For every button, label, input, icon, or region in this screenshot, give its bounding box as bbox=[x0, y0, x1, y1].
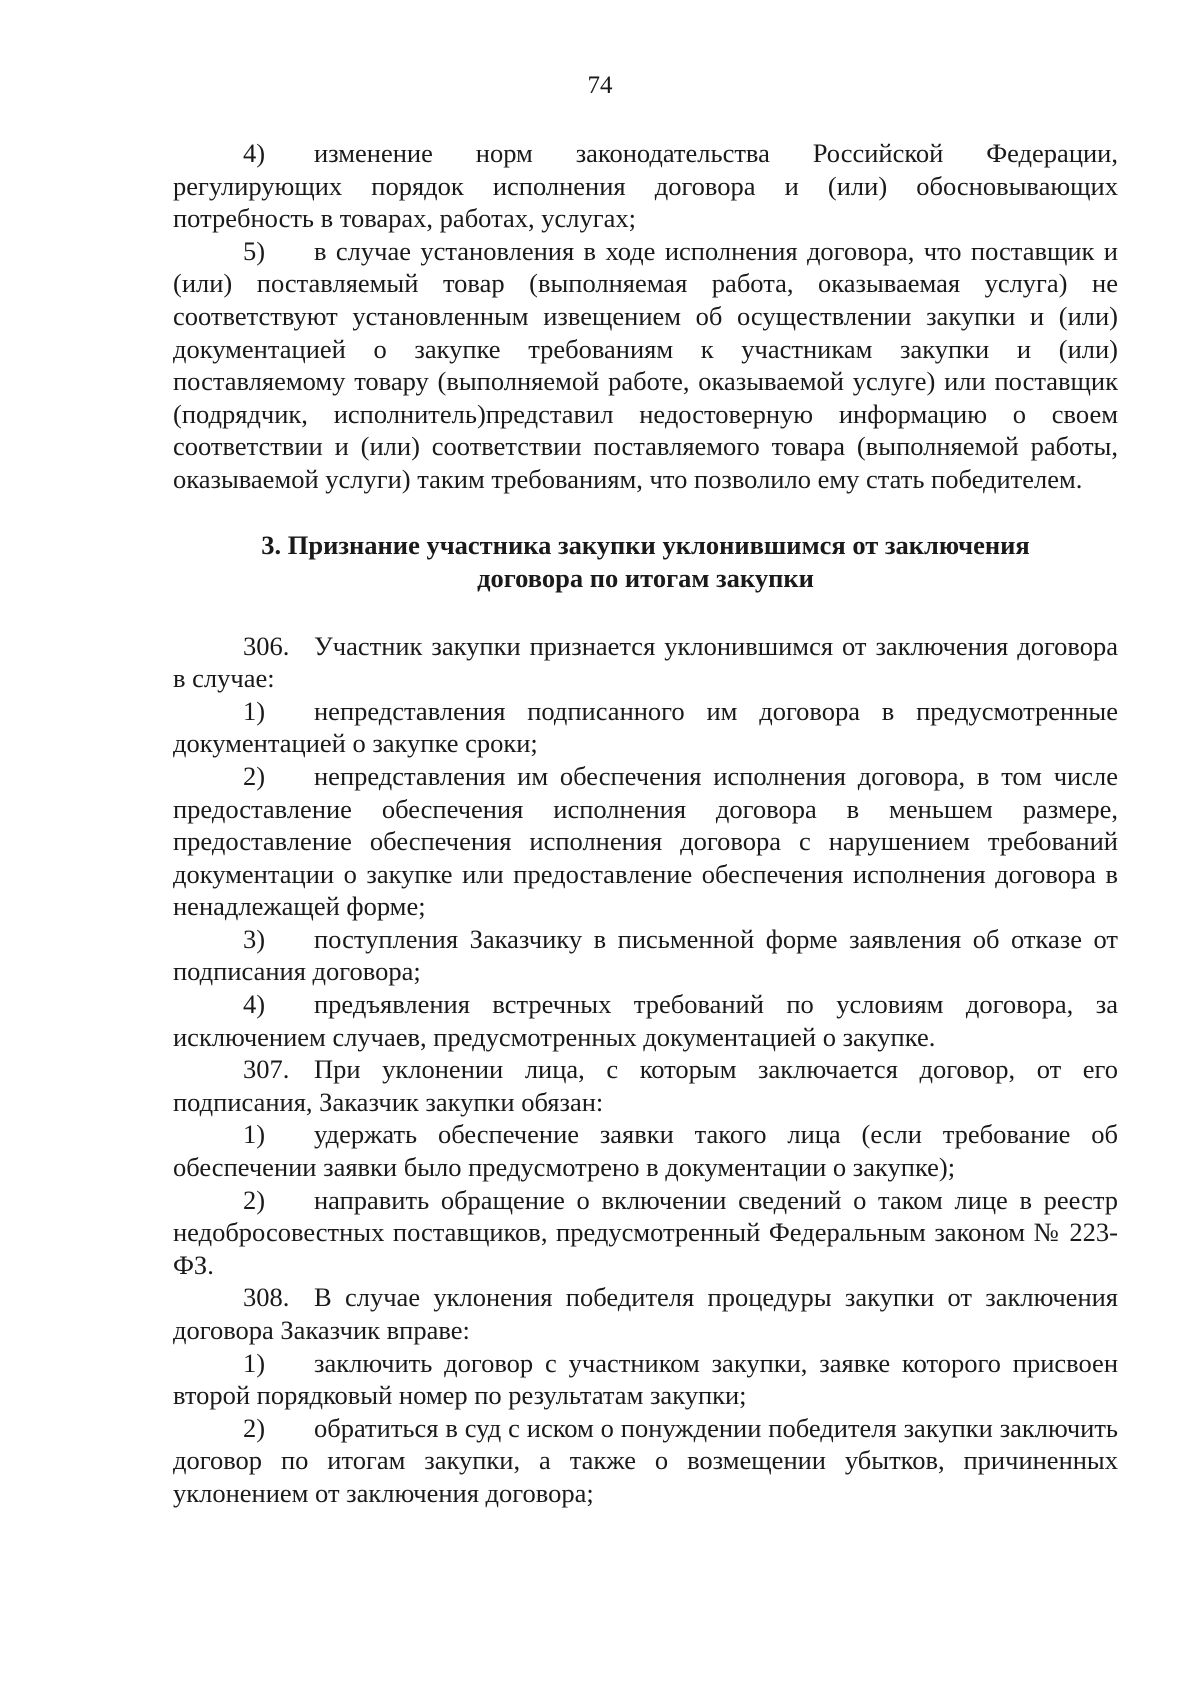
item-text: предъявления встречных требований по условиям договора, за исключением случаев, предусмотренных документацией о закупке. bbox=[173, 989, 1118, 1052]
item-text: изменение норм законодательства Российской Федерации, регулирующих порядок исполнения договора и (или) обосновывающих потребность в товарах, работах, услугах; bbox=[173, 138, 1118, 234]
item-text: заключить договор с участником закупки, заявке которого присвоен второй порядковый номер по результатам закупки; bbox=[173, 1347, 1118, 1411]
list-item bbox=[173, 1118, 1118, 1183]
clause-number: 307. bbox=[243, 1054, 290, 1085]
item-text: непредставления им обеспечения исполнения договора, в том числе предоставление обеспечения исполнения договора в меньшем размере, предоставление обеспечения исполнения договора с нарушением требований документации о закупке или предоставление обеспечения исполнения договора в ненадлежащей форме; bbox=[173, 760, 1118, 922]
item-text: направить обращение о включении сведений о таком лице в реестр недобросовестных поставщиков, предусмотренный Федеральным законом № 223-ФЗ. bbox=[173, 1184, 1118, 1280]
item-text: непредставления подписанного им договора в предусмотренные документацией о закупке сроки; bbox=[173, 695, 1118, 759]
page-number: 74 bbox=[587, 72, 613, 99]
item-number: 4) bbox=[243, 138, 266, 168]
item-number: 1) bbox=[243, 1347, 266, 1378]
clause-307 bbox=[173, 1053, 1118, 1118]
list-item bbox=[173, 1347, 1118, 1412]
item-number: 2) bbox=[243, 1184, 266, 1215]
item-number: 1) bbox=[243, 1119, 266, 1150]
list-item bbox=[173, 988, 1118, 1053]
list-item bbox=[173, 923, 1118, 988]
item-number: 3) bbox=[243, 923, 266, 954]
clause-text: В случае уклонения победителя процедуры закупки от заключения договора Заказчик вправе: bbox=[173, 1282, 1118, 1345]
list-item bbox=[173, 1184, 1118, 1282]
item-number: 1) bbox=[243, 695, 266, 726]
clause-text: При уклонении лица, с которым заключается договор, от его подписания, Заказчик закупки обязан: bbox=[173, 1054, 1118, 1117]
list-item bbox=[173, 760, 1118, 923]
section-heading-line-1: 3. Признание участника закупки уклонившимся от заключения bbox=[261, 529, 1030, 560]
item-number: 5) bbox=[243, 235, 266, 266]
item-text: обратиться в суд с иском о понуждении победителя закупки заключить договор по итогам закупки, а также о возмещении убытков, причиненных уклонением от заключения договора; bbox=[173, 1412, 1118, 1508]
list-item bbox=[173, 1412, 1118, 1510]
clause-text: Участник закупки признается уклонившимся от заключения договора в случае: bbox=[173, 630, 1118, 694]
item-number: 2) bbox=[243, 760, 266, 791]
item-text: в случае установления в ходе исполнения договора, что поставщик и (или) поставляемый товар (выполняемая работа, оказываемая услуга) не соответствуют установленным извещением об осуществлении закупки и (или) документацией о закупке требованиям к участникам закупки и (или) поставляемому товару (выполняемой работе, оказываемой услуге) или поставщик (подрядчик, исполнитель)представил недостоверную информацию о своем соответствии и (или) соответствии поставляемого товара (выполняемой работы, оказываемой услуги) таким требованиям, что позволило ему стать победителем. bbox=[173, 235, 1118, 494]
clause-306 bbox=[173, 630, 1118, 695]
clause-308 bbox=[173, 1281, 1118, 1346]
item-number: 4) bbox=[243, 989, 266, 1020]
list-item bbox=[173, 137, 1118, 235]
clause-number: 306. bbox=[243, 630, 290, 661]
list-item bbox=[173, 235, 1118, 496]
clause-number: 308. bbox=[243, 1282, 290, 1313]
list-item bbox=[173, 695, 1118, 760]
document-body bbox=[173, 137, 1118, 1510]
item-text: поступления Заказчику в письменной форме заявления об отказе от подписания договора; bbox=[173, 923, 1118, 987]
item-text: удержать обеспечение заявки такого лица (если требование об обеспечении заявки было предусмотрено в документации о закупке); bbox=[173, 1119, 1118, 1183]
section-heading bbox=[173, 529, 1118, 595]
item-number: 2) bbox=[243, 1412, 266, 1443]
section-heading-line-2: договора по итогам закупки bbox=[477, 562, 814, 593]
